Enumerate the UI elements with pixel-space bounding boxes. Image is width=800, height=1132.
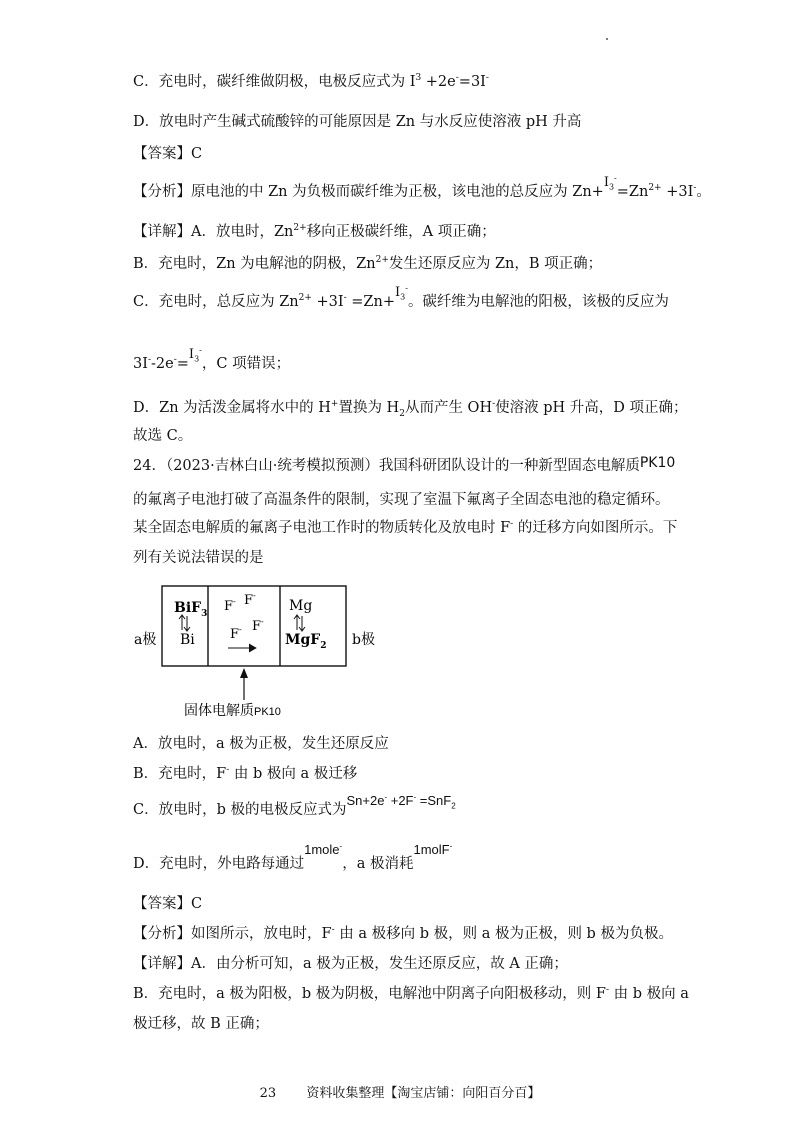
fluoride-ion-1: F- <box>224 597 236 614</box>
scan-dot <box>606 38 608 40</box>
battery-diagram <box>130 582 390 720</box>
q24-option-b: B．充电时，F- 由 b 极向 a 极迁移 <box>133 765 358 782</box>
q24-stem-line2: 的氟离子电池打破了高温条件的限制，实现了室温下氟离子全固态电池的稳定循环。 <box>133 492 670 508</box>
fluoride-ion-2: F- <box>244 591 256 608</box>
fluoride-ion-4: F- <box>252 617 264 634</box>
mgf2-label: MgF$_2$ <box>285 632 327 651</box>
b-electrode-label: b极 <box>352 632 375 648</box>
electrolyte-pointer-arrow-icon <box>240 668 248 700</box>
q24-stem-line4: 列有关说法错误的是 <box>133 550 264 566</box>
a-electrode-label: a极 <box>134 632 157 648</box>
q23-analysis: 【分析】原电池的中 Zn 为负极而碳纤维为正极，该电池的总反应为 $Zn+I_3^-=Zn^{2+} +3I^-$。 <box>133 173 711 200</box>
bif3-label: BiF$_3$ <box>174 600 208 619</box>
q23-conclusion: 故选 C。 <box>133 428 193 444</box>
bi-reaction-arrows-icon <box>179 615 190 631</box>
q23-detail-b: B．充电时，Zn 为电解池的阴极，$Zn^{2+}$发生还原反应为 Zn，B 项正确； <box>133 255 603 272</box>
q23-option-c: C．充电时，碳纤维做阴极，电极反应式为 $I^3 +2e^-=3I^-$ <box>133 73 489 90</box>
migration-arrow-icon <box>228 644 256 652</box>
q23-detail-c-cont: $3I^--2e^-=I_3^-$，C 项错误； <box>133 345 291 372</box>
q23-detail-c: C．充电时，总反应为 $Zn^{2+} +3I^- =Zn+I_3^-$。碳纤维为电解池的阳极，该极的反应为 <box>133 283 669 310</box>
bi-label: Bi <box>180 632 195 648</box>
q24-stem-line3: 某全固态电解质的氟离子电池工作时的物质转化及放电时 F- 的迁移方向如图所示。下 <box>133 519 678 536</box>
q24-analysis: 【分析】如图所示，放电时，F- 由 a 极移向 b 极，则 a 极为正极，则 b 极为负极。 <box>133 925 673 942</box>
q23-detail-d: D．Zn 为活泼金属将水中的 H+置换为 $H_2$从而产生 OH-使溶液 pH 升高，D 项正确； <box>133 399 688 419</box>
footer-source: 资料收集整理【淘宝店铺：向阳百分百】 <box>306 1086 541 1101</box>
mg-reaction-arrows-icon <box>294 615 305 631</box>
q24-option-c: C．放电时，b 极的电极反应式为Sn+2e- +2F- =SnF$_2$ <box>133 792 456 818</box>
q23-detail-a: 【详解】A．放电时，$Zn^{2+}$移向正极碳纤维，A 项正确； <box>133 223 496 240</box>
q23-option-d: D．放电时产生碱式硫酸锌的可能原因是 Zn 与水反应使溶液 pH 升高 <box>133 114 582 130</box>
q24-answer: 【答案】C <box>133 896 203 912</box>
q24-detail-b-cont: 极迁移，故 B 正确； <box>133 1016 269 1032</box>
page-footer <box>0 1082 800 1101</box>
q24-detail-a: 【详解】A．由分析可知，a 极为正极，发生还原反应，故 A 正确； <box>133 956 568 972</box>
q24-option-a: A．放电时，a 极为正极，发生还原反应 <box>133 736 389 752</box>
q24-option-d: D．充电时，外电路每通过1mole-，a 极消耗1molF- <box>133 841 453 872</box>
fluoride-ion-3: F- <box>230 625 242 642</box>
q23-answer: 【答案】C <box>133 146 203 162</box>
q24-detail-b: B．充电时，a 极为阳极，b 极为阴极，电解池中阴离子向阳极移动，则 F- 由 b 极向 a <box>133 985 689 1002</box>
page-number: 23 <box>259 1086 277 1101</box>
q24-stem-line1: 24．（2023·吉林白山·统考模拟预测）我国科研团队设计的一种新型固态电解质PK10 <box>133 455 676 474</box>
mg-label: Mg <box>289 598 313 614</box>
solid-electrolyte-caption: 固体电解质PK10 <box>184 703 281 719</box>
